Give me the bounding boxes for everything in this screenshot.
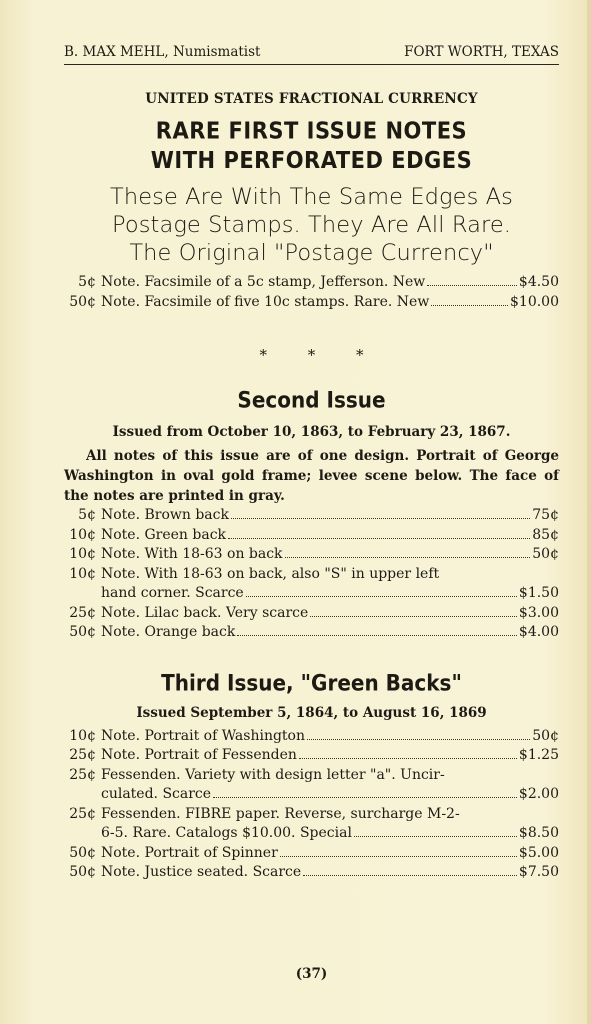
price-row [64, 623, 559, 643]
denomination: 10¢ [69, 526, 96, 543]
item-price: $2.00 [518, 786, 559, 802]
section-divider: * * * [259, 346, 382, 364]
denomination: 25¢ [69, 604, 96, 621]
third-issue-title: Third Issue, "Green Backs" [161, 669, 462, 696]
second-issue-list [64, 506, 559, 643]
denomination: 50¢ [69, 293, 96, 310]
item-price: 85¢ [532, 526, 559, 543]
price-row-continuation [64, 785, 559, 805]
leader-dots [303, 875, 517, 876]
item-description: Note. Portrait of Fessenden [101, 747, 297, 763]
item-price: $3.00 [518, 604, 559, 621]
price-row [64, 565, 559, 585]
leader-dots [431, 305, 508, 306]
subtitle-line1: These Are With The Same Edges As [110, 184, 513, 210]
price-row [64, 545, 559, 565]
item-description: Note. With 18-63 on back, also "S" in upper left [101, 565, 440, 582]
item-description-continued: hand corner. Scarce [101, 585, 244, 601]
leader-dots [228, 538, 530, 539]
price-row [64, 727, 559, 747]
leader-dots [237, 635, 517, 636]
item-description: Note. Lilac back. Very scarce [101, 604, 309, 621]
item-price: 75¢ [532, 507, 559, 523]
denomination: 25¢ [69, 766, 96, 783]
leader-dots [213, 797, 517, 798]
first-issue-subtitle [64, 183, 559, 267]
price-row [64, 506, 559, 526]
price-row [64, 746, 559, 766]
item-description-continued: culated. Scarce [101, 786, 212, 802]
second-issue-description: All notes of this issue are of one design. Portrait of George Washington in oval gold frame; levee scene below. The face of the notes are printed in gray. [64, 448, 559, 504]
item-description: Note. With 18-63 on back [101, 546, 283, 562]
price-row [64, 526, 559, 546]
item-description: Note. Facsimile of a 5c stamp, Jefferson. New [101, 274, 426, 290]
item-description: Note. Justice seated. Scarce [101, 864, 302, 880]
price-row [64, 604, 559, 624]
third-issue-dates: Issued September 5, 1864, to August 16, 1869 [136, 704, 487, 721]
third-issue-list [64, 727, 559, 883]
price-row [64, 844, 559, 864]
item-price: 50¢ [532, 546, 559, 562]
leader-dots [246, 596, 517, 597]
item-price: $10.00 [510, 293, 559, 310]
price-row [64, 766, 559, 786]
page-number: (37) [295, 966, 328, 982]
page-header [64, 0, 559, 65]
item-description: Fessenden. Variety with design letter "a". Uncir- [101, 766, 445, 783]
price-row [64, 805, 559, 825]
price-row [64, 293, 559, 313]
leader-dots [427, 285, 517, 286]
denomination: 25¢ [69, 805, 96, 822]
denomination: 25¢ [69, 747, 96, 763]
price-row-continuation [64, 824, 559, 844]
second-issue-dates: Issued from October 10, 1863, to February 23, 1867. [112, 424, 511, 440]
item-price: $1.25 [518, 747, 559, 763]
first-issue-title-line2: WITH PERFORATED EDGES [150, 147, 473, 174]
category-heading: UNITED STATES FRACTIONAL CURRENCY [145, 91, 478, 107]
denomination: 10¢ [69, 565, 96, 582]
subtitle-line2: Postage Stamps. They Are All Rare. [111, 212, 512, 238]
item-price: $4.00 [518, 624, 559, 640]
first-issue-title [64, 116, 559, 175]
header-location: FORT WORTH, TEXAS [404, 44, 559, 60]
price-row [64, 273, 559, 293]
price-row-continuation [64, 584, 559, 604]
item-description: Note. Portrait of Spinner [101, 844, 278, 861]
denomination: 10¢ [69, 727, 96, 744]
leader-dots [285, 557, 531, 558]
leader-dots [280, 856, 517, 857]
leader-dots [299, 758, 517, 759]
item-price: $8.50 [518, 825, 559, 841]
leader-dots [310, 616, 517, 617]
denomination: 10¢ [69, 546, 96, 562]
denomination: 50¢ [69, 624, 96, 640]
item-price: $4.50 [518, 274, 559, 290]
item-price: $5.00 [518, 844, 559, 861]
denomination: 5¢ [78, 507, 96, 523]
item-description: Fessenden. FIBRE paper. Reverse, surcharge M-2- [101, 805, 460, 822]
item-price: $1.50 [518, 585, 559, 601]
item-description: Note. Orange back [101, 624, 236, 640]
item-description: Note. Green back [101, 526, 227, 543]
price-row [64, 863, 559, 883]
leader-dots [307, 739, 530, 740]
first-issue-list [64, 273, 559, 312]
first-issue-title-line1: RARE FIRST ISSUE NOTES [155, 117, 468, 144]
leader-dots [354, 836, 517, 837]
subtitle-line3: The Original "Postage Currency" [129, 240, 494, 266]
item-description-continued: 6-5. Rare. Catalogs $10.00. Special [101, 825, 352, 841]
header-publisher: B. MAX MEHL, Numismatist [64, 44, 261, 60]
second-issue-title: Second Issue [237, 386, 386, 414]
denomination: 50¢ [69, 844, 96, 861]
leader-dots [231, 518, 530, 519]
item-description: Note. Portrait of Washington [101, 727, 305, 744]
denomination: 5¢ [78, 274, 96, 290]
item-description: Note. Facsimile of five 10c stamps. Rare. New [101, 293, 430, 310]
item-price: $7.50 [518, 864, 559, 880]
item-description: Note. Brown back [101, 507, 229, 523]
item-price: 50¢ [532, 727, 559, 744]
denomination: 50¢ [69, 864, 96, 880]
